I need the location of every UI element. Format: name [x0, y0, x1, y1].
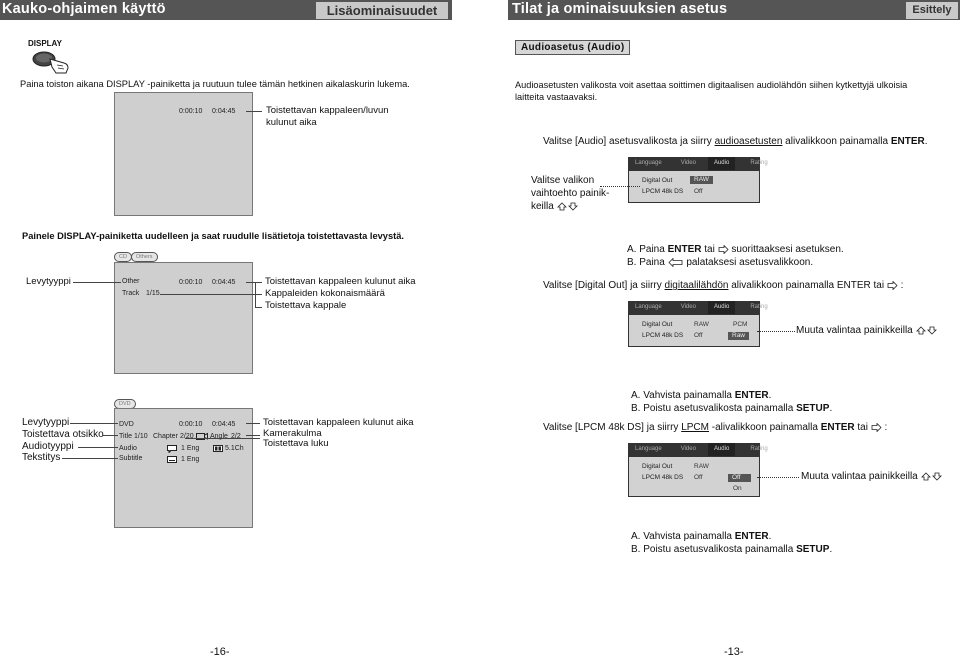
- value-digital-out: RAW: [694, 321, 709, 328]
- tab-rating[interactable]: Rating: [750, 160, 768, 166]
- stepA2-text: A. Vahvista painamalla ENTER.: [631, 390, 772, 401]
- callout-line: [246, 423, 260, 424]
- value-lpcm: Off: [694, 474, 703, 481]
- callout-line: [246, 111, 262, 112]
- callout-dvd-3: Toistettava luku: [263, 438, 329, 449]
- remote-button-hand-icon: [30, 49, 78, 75]
- option-raw[interactable]: Raw: [728, 332, 749, 340]
- callout-line: [246, 282, 262, 283]
- right-intro-line2: laitteita vastaavaksi.: [515, 92, 598, 102]
- audio-menu-1: [628, 157, 768, 203]
- callout-line: [185, 438, 260, 439]
- up-down-arrow-icon: [916, 326, 938, 335]
- elapsed-time: 0:00:10: [179, 279, 203, 286]
- link-digitaalilahdon: digitaalilähdön: [664, 280, 729, 291]
- remaining-time: 0:04:45: [212, 108, 236, 115]
- menu-body: [628, 456, 760, 497]
- pill-cd: CD: [114, 252, 132, 262]
- step2-text: Valitse [Digital Out] ja siirry digitaalilähdön alivalikkoon painamalla ENTER tai :: [543, 280, 904, 291]
- subtitle-icon: [167, 456, 177, 463]
- callout-dvd-2: Kamerakulma: [263, 428, 322, 439]
- row-digital-out[interactable]: Digital Out: [642, 463, 673, 470]
- subtitle-label: Subtitle: [119, 455, 143, 462]
- right-arrow-icon: [887, 281, 898, 290]
- audio-menu-2: [628, 301, 768, 347]
- angle-label: Angle: [210, 433, 228, 440]
- track-label: Track: [122, 290, 140, 297]
- section-tag: Audioasetus (Audio): [515, 40, 630, 55]
- pill-dvd: DVD: [114, 399, 136, 409]
- label-audiotyyppi: Audiotyyppi: [22, 441, 74, 452]
- right-header-title: Tilat ja ominaisuuksien asetus: [512, 1, 728, 17]
- callout-line: [102, 435, 118, 436]
- label-tekstitys: Tekstitys: [22, 452, 61, 463]
- row-lpcm[interactable]: LPCM 48k DS: [642, 188, 684, 195]
- label-levytyyppi: Levytyyppi: [22, 417, 70, 428]
- pill-others: Others: [131, 252, 158, 262]
- right-arrow-icon: [718, 245, 729, 254]
- row-lpcm[interactable]: LPCM 48k DS: [642, 332, 684, 339]
- display-button-label: DISPLAY: [28, 39, 62, 48]
- value-digital-out: RAW: [690, 176, 713, 184]
- title-label: Title: [119, 433, 132, 440]
- left-header-bar: [0, 0, 452, 20]
- left-second-press-text: Painele DISPLAY-painiketta uudelleen ja saat ruudulle lisätietoja toistettavasta levystä.: [22, 231, 404, 241]
- callout-line: [70, 423, 118, 424]
- stepB1-text: B. Paina palataksesi asetusvalikkoon.: [627, 257, 814, 268]
- callout-line: [757, 331, 795, 332]
- right-header-section: Esittely: [906, 2, 958, 19]
- callout-cd-1: Toistettavan kappaleen kulunut aika: [265, 276, 416, 287]
- tab-video[interactable]: Video: [680, 160, 696, 166]
- stepA1-text: A. Paina ENTER tai suorittaaksesi asetuksen.: [627, 244, 844, 255]
- row-lpcm[interactable]: LPCM 48k DS: [642, 474, 684, 481]
- callout-line: [73, 282, 121, 283]
- option-pcm[interactable]: PCM: [733, 321, 748, 328]
- menu-tabs: [628, 443, 768, 456]
- callout-time-line1: Toistettavan kappaleen/luvun: [266, 105, 389, 116]
- right-intro-line1: Audioasetusten valikosta voit asettaa soittimen digitaalisen audiolähdön siihen kytkettyjä ulkoisia: [515, 80, 908, 90]
- left-header-section: Lisäominaisuudet: [316, 2, 448, 19]
- speech-icon: [167, 445, 177, 453]
- value-lpcm: Off: [694, 332, 703, 339]
- callout-line: [78, 447, 118, 448]
- display-button-illustration: [26, 38, 86, 78]
- callout-line: [62, 458, 118, 459]
- callout-select-line3: keilla: [531, 201, 579, 213]
- tab-audio[interactable]: Audio: [708, 301, 735, 314]
- audio-label: Audio: [119, 445, 137, 452]
- disc-type: DVD: [119, 421, 134, 428]
- value-digital-out: RAW: [694, 463, 709, 470]
- title-value: 1/10: [134, 433, 148, 440]
- callout-select-line2: vaihtoehto painik-: [531, 188, 610, 199]
- tab-rating[interactable]: Rating: [750, 304, 768, 310]
- up-down-arrow-icon: [557, 202, 579, 211]
- audio-menu-3: [628, 443, 768, 497]
- tab-language[interactable]: Language: [635, 446, 662, 452]
- remaining-time: 0:04:45: [212, 421, 236, 428]
- value-lpcm: Off: [694, 188, 703, 195]
- right-arrow-icon: [871, 423, 882, 432]
- callout-line: [757, 477, 799, 478]
- option-off[interactable]: Off: [728, 474, 751, 482]
- tab-audio[interactable]: Audio: [708, 443, 735, 456]
- step1-text: Valitse [Audio] asetusvalikosta ja siirry audioasetusten alivalikkoon painamalla ENTER.: [543, 136, 928, 147]
- up-down-arrow-icon: [921, 472, 943, 481]
- chapter-label: Chapter: [153, 433, 178, 440]
- chapter-value: 2/20: [180, 433, 194, 440]
- tab-audio[interactable]: Audio: [708, 157, 735, 170]
- elapsed-time: 0:00:10: [179, 421, 203, 428]
- callout-line: [255, 282, 256, 308]
- menu-body: [628, 170, 760, 203]
- tab-language[interactable]: Language: [635, 160, 662, 166]
- callout-line: [160, 294, 262, 295]
- callout-change-3: Muuta valintaa painikkeilla: [801, 471, 943, 483]
- option-on[interactable]: On: [733, 485, 742, 492]
- audio-value: 1 Eng: [181, 445, 200, 452]
- remaining-time: 0:04:45: [212, 279, 236, 286]
- right-page-number: -13-: [724, 646, 744, 658]
- callout-time-line2: kulunut aika: [266, 117, 317, 128]
- menu-tabs: [628, 157, 768, 170]
- link-lpcm: LPCM: [681, 422, 709, 433]
- right-header-bar: [508, 0, 960, 20]
- link-audioasetusten: audioasetusten: [714, 136, 783, 147]
- step3-text: Valitse [LPCM 48k DS] ja siirry LPCM -alivalikkoon painamalla ENTER tai :: [543, 422, 888, 433]
- callout-line: [600, 186, 640, 187]
- elapsed-time: 0:00:10: [179, 108, 203, 115]
- left-intro-text: Paina toiston aikana DISPLAY -painiketta ja ruutuun tulee tämän hetkinen aikalaskurin lukema.: [20, 79, 410, 89]
- stepB3-text: B. Poistu asetusvalikosta painamalla SETUP.: [631, 544, 833, 555]
- tab-video[interactable]: Video: [680, 304, 696, 310]
- osd-screen-cd: [114, 262, 253, 374]
- osd-screen-time: [114, 92, 253, 216]
- tab-video[interactable]: Video: [680, 446, 696, 452]
- tab-rating[interactable]: Rating: [750, 446, 768, 452]
- row-digital-out[interactable]: Digital Out: [642, 321, 673, 328]
- callout-line: [255, 307, 262, 308]
- osd-screen-dvd: [114, 408, 253, 528]
- dolby-icon: [213, 445, 223, 452]
- subtitle-value: 1 Eng: [181, 456, 200, 463]
- callout-line: [246, 435, 260, 436]
- angle-value: 2/2: [231, 433, 241, 440]
- callout-cd-3: Toistettava kappale: [265, 300, 347, 311]
- label-levytyyppi: Levytyyppi: [26, 276, 71, 287]
- callout-cd-2: Kappaleiden kokonaismäärä: [265, 288, 385, 299]
- callout-select-line1: Valitse valikon: [531, 175, 595, 186]
- audio-channels: 5.1Ch: [225, 445, 244, 452]
- tab-language[interactable]: Language: [635, 304, 662, 310]
- left-page-number: -16-: [210, 646, 230, 658]
- stepB2-text: B. Poistu asetusvalikosta painamalla SETUP.: [631, 403, 833, 414]
- callout-change-2: Muuta valintaa painikkeilla: [796, 325, 938, 337]
- menu-body: [628, 314, 760, 347]
- menu-tabs: [628, 301, 768, 314]
- disc-type: Other: [122, 278, 140, 285]
- row-digital-out[interactable]: Digital Out: [642, 177, 673, 184]
- track-value: 1/15: [146, 290, 160, 297]
- stepA3-text: A. Vahvista painamalla ENTER.: [631, 531, 772, 542]
- left-header-title: Kauko-ohjaimen käyttö: [2, 1, 166, 17]
- label-toistettava-otsikko: Toistettava otsikko: [22, 429, 104, 440]
- callout-dvd-1: Toistettavan kappaleen kulunut aika: [263, 417, 414, 428]
- return-arrow-icon: [668, 258, 684, 267]
